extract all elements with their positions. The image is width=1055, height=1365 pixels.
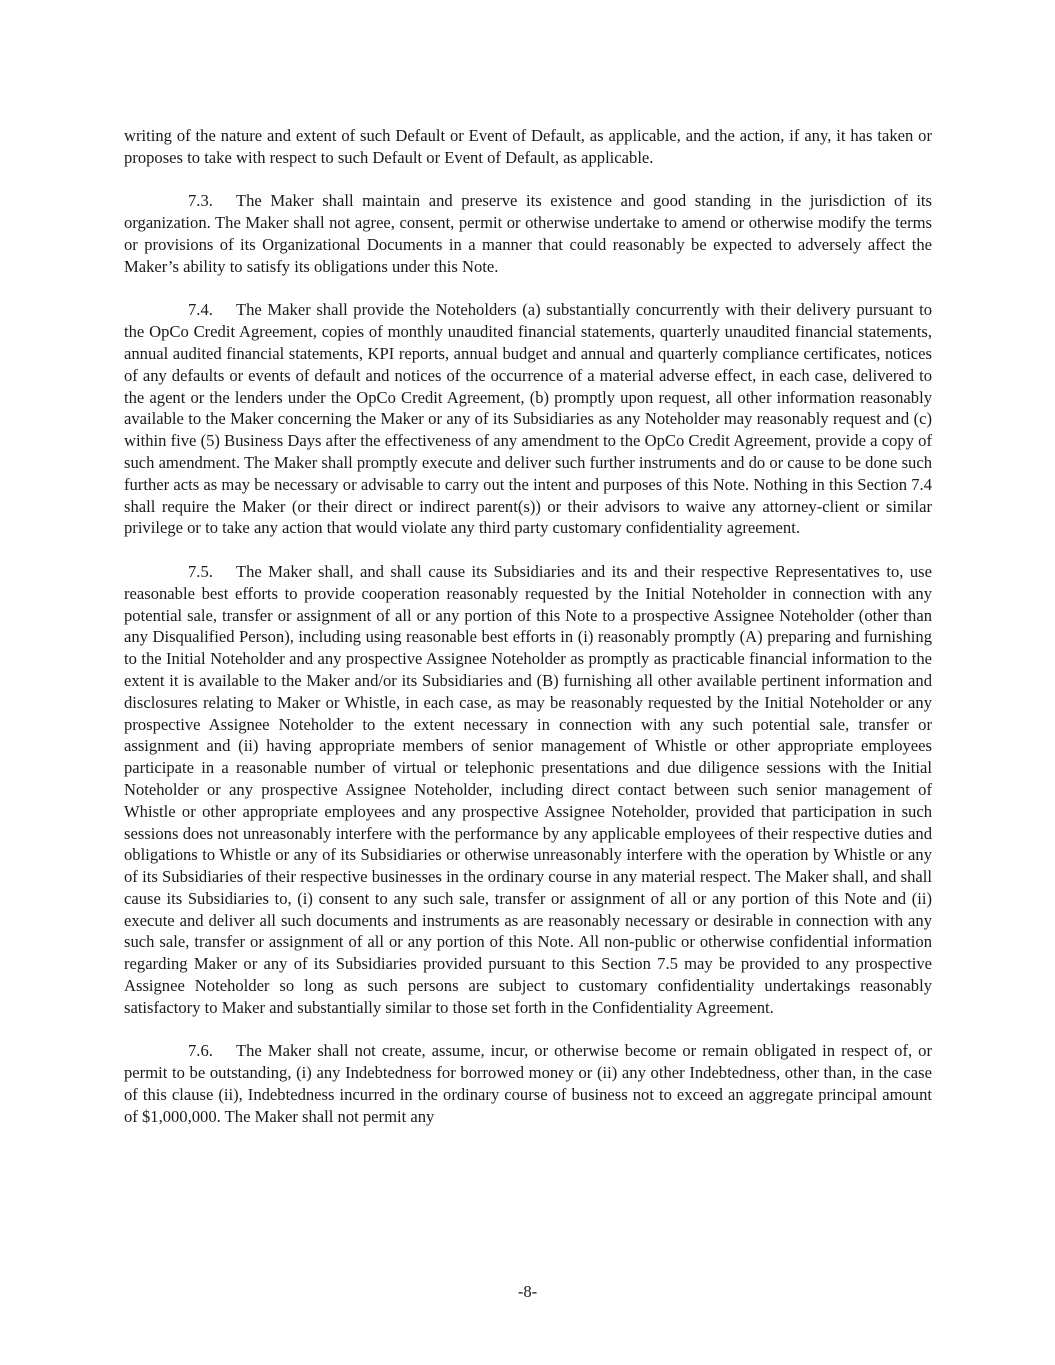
section-number: 7.6. [188,1041,213,1061]
section-number: 7.5. [188,561,213,581]
document-body [124,125,932,1149]
section-7-6 [124,1040,932,1127]
section-7-4 [124,299,932,539]
section-text: The Maker shall not create, assume, incur, or otherwise become or remain obligated in respect of, or permit to be outstanding, (i) any Indebtedness for borrowed money or (ii) any other Indebtedness, other than, in the case of this clause (ii), Indebtedness incurred in the ordinary course of business not to exceed an aggregate principal amount of $1,000,000. The Maker shall not permit any [124,1041,932,1126]
section-number: 7.4. [188,300,213,320]
section-text: The Maker shall, and shall cause its Subsidiaries and its and their respective Representatives to, use reasonable best efforts to provide cooperation reasonably requested by the Initial Noteholder in connection with any potential sale, transfer or assignment of all or any portion of this Note to a prospective Assignee Noteholder (other than any Disqualified Person), including using reasonable best efforts in (i) reasonably promptly (A) preparing and furnishing to the Initial Noteholder and any prospective Assignee Noteholder as promptly as practicable financial information to the extent it is available to the Maker and/or its Subsidiaries and (B) furnishing all other available pertinent information and disclosures relating to Maker or Whistle, in each case, as may be reasonably requested by the Initial Noteholder or any prospective Assignee Noteholder to the extent necessary in connection with any such potential sale, transfer or assignment and (ii) having appropriate members of senior management of Whistle or other appropriate employees participate in a reasonable number of virtual or telephonic presentations and due diligence sessions with the Initial Noteholder or any prospective Assignee Noteholder, including direct contact between such senior management of Whistle or other appropriate employees and any prospective Assignee Noteholder, provided that participation in such sessions does not unreasonably interfere with the performance by any applicable employees of their respective duties and obligations to Whistle or any of its Subsidiaries or otherwise unreasonably interfere with the operation by Whistle or any of its Subsidiaries of their respective businesses in the ordinary course in any material respect. The Maker shall, and shall cause its Subsidiaries to, (i) consent to any such sale, transfer or assignment of all or any portion of this Note and (ii) execute and deliver all such documents and instruments as are reasonably necessary or desirable in connection with any such sale, transfer or assignment of all or any portion of this Note. All non-public or otherwise confidential information regarding Maker or any of its Subsidiaries provided pursuant to this Section 7.5 may be provided to any prospective Assignee Noteholder so long as such persons are subject to customary confidentiality undertakings reasonably satisfactory to Maker and substantially similar to those set forth in the Confidentiality Agreement. [124,561,932,1017]
section-7-3 [124,190,932,277]
continuation-paragraph: writing of the nature and extent of such Default or Event of Default, as applicable, and the action, if any, it has taken or proposes to take with respect to such Default or Event of Default, as applicable. [124,126,932,167]
section-number: 7.3. [188,191,213,211]
section-text: The Maker shall provide the Noteholders (a) substantially concurrently with their delivery pursuant to the OpCo Credit Agreement, copies of monthly unaudited financial statements, quarterly unaudited financial statements, annual audited financial statements, KPI reports, annual budget and annual and quarterly compliance certificates, notices of any defaults or events of default and notices of the occurrence of a material adverse effect, in each case, delivered to the agent or the lenders under the OpCo Credit Agreement, (b) promptly upon request, all other information reasonably available to the Maker concerning the Maker or any of its Subsidiaries as any Noteholder may reasonably request and (c) within five (5) Business Days after the effectiveness of any amendment to the OpCo Credit Agreement, provide a copy of such amendment. The Maker shall promptly execute and deliver such further instruments and do or cause to be done such further acts as may be necessary or advisable to carry out the intent and purposes of this Note. Nothing in this Section 7.4 shall require the Maker (or their direct or indirect parent(s)) or their advisors to waive any attorney-client or similar privilege or to take any action that would violate any third party customary confidentiality agreement. [124,300,932,538]
section-text: The Maker shall maintain and preserve its existence and good standing in the jurisdiction of its organization. The Maker shall not agree, consent, permit or otherwise undertake to amend or otherwise modify the terms or provisions of its Organizational Documents in a manner that could reasonably be expected to adversely affect the Maker’s ability to satisfy its obligations under this Note. [124,191,932,276]
page-number: -8- [517,1282,538,1301]
section-7-5 [124,561,932,1019]
